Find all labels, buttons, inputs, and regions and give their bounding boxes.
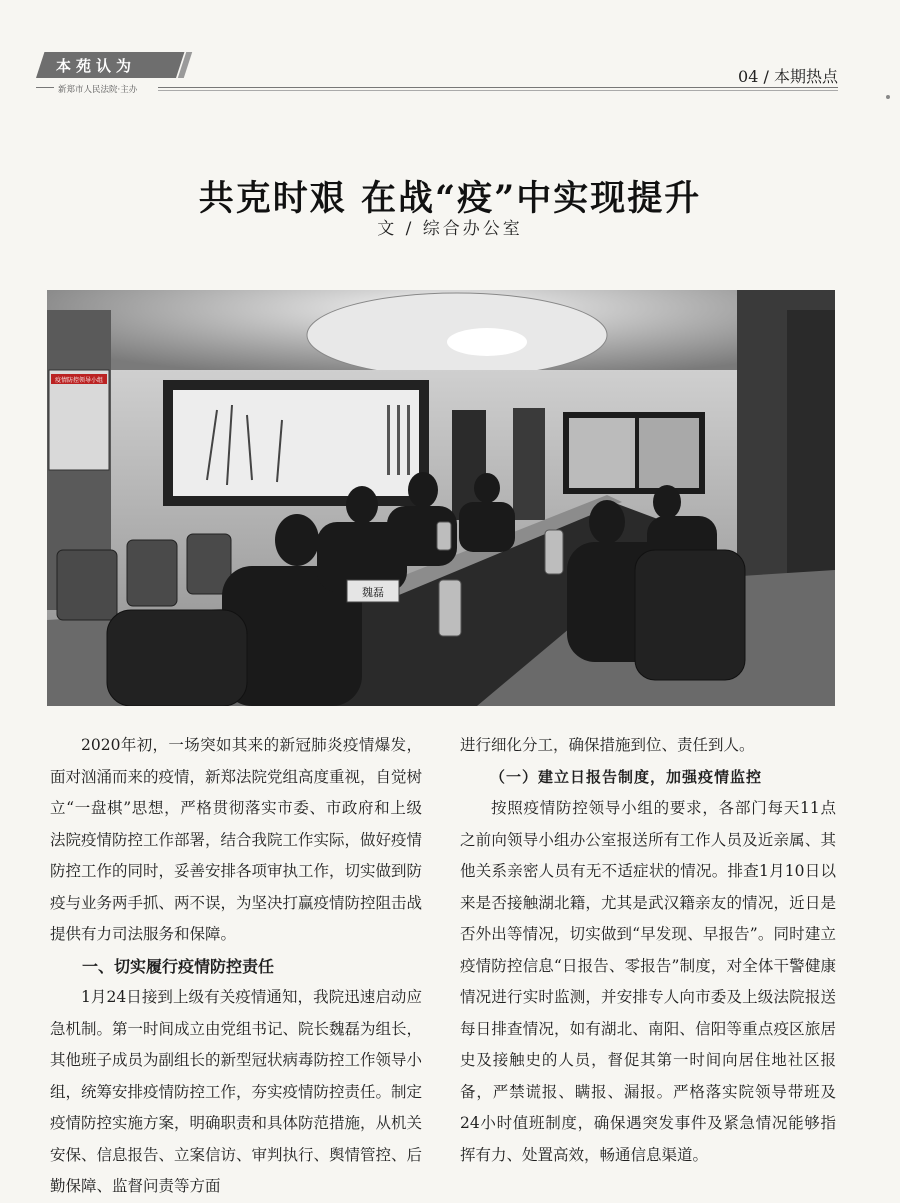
desk-name-sign: 魏磊 xyxy=(362,586,384,599)
article-column-left xyxy=(50,730,422,1203)
page-tag-separator: / xyxy=(763,67,769,86)
article-title: 共克时艰 在战“疫”中实现提升 xyxy=(198,178,702,220)
section-heading-1: 一、切实履行疫情防控责任 xyxy=(82,956,275,976)
meeting-room-photo-icon xyxy=(47,290,835,706)
intro-paragraph: 2020年初，一场突如其来的新冠肺炎疫情爆发，面对汹涌而来的疫情，新郑法院党组高度重视，自觉树立“一盘棋”思想，严格贯彻落实市委、市政府和上级法院疫情防控工作部署，结合我院工作实际，做好疫情防控工作的同时，妥善安排各项审执工作，切实做到防疫与业务两手抓、两不误，为坚决打赢疫情防控阻击战提供有力司法服务和保障。 xyxy=(50,736,423,943)
article-byline: 文 / 综合办公室 xyxy=(377,219,523,239)
header-rule-secondary xyxy=(158,90,838,91)
paragraph-2: 按照疫情防控领导小组的要求，各部门每天11点之前向领导小组办公室报送所有工作人员及近亲属、其他关系亲密人员有无不适症状的情况。排查1月10日以来是否接触湖北籍，尤其是武汉籍亲友的情况，近日是否外出等情况，切实做到“早发现、早报告”。同时建立疫情防控信息“日报告、零报告”制度，对全体干警健康情况进行实时监测，并安排专人向市委及上级法院报送每日排查情况，如有湖北、南阳、信阳等重点疫区旅居史及接触史的人员，督促其第一时间向居住地社区报备，严禁谎报、瞒报、漏报。严格落实院领导带班及24小时值班制度，确保遇突发事件及紧急情况能够指挥有力、处置高效，畅通信息渠道。 xyxy=(460,799,836,1164)
header-rule xyxy=(158,87,838,88)
article-column-right xyxy=(460,730,836,1171)
section-header-band xyxy=(36,52,186,78)
publisher-label: 新郑市人民法院·主办 xyxy=(58,85,138,95)
continuation-paragraph: 进行细化分工，确保措施到位、责任到人。 xyxy=(460,736,755,754)
page-number: 04 xyxy=(738,67,759,86)
subheading-1: （一）建立日报告制度，加强疫情监控 xyxy=(490,767,763,786)
page-section: 本期热点 xyxy=(773,67,838,86)
header-rule-left xyxy=(36,87,54,88)
section-label: 本苑认为 xyxy=(56,57,137,75)
wall-banner-text: 疫情防控领导小组 xyxy=(54,377,104,384)
paragraph-1: 1月24日接到上级有关疫情通知，我院迅速启动应急机制。第一时间成立由党组书记、院长魏磊为组长，其他班子成员为副组长的新型冠状病毒防控工作领导小组，统筹安排疫情防控工作，夯实疫情防控责任。制定疫情防控实施方案，明确职责和具体防范措施，从机关安保、信息报告、立案信访、审判执行、舆情管控、后勤保障、监督问责等方面 xyxy=(50,988,423,1195)
meeting-photo xyxy=(47,290,835,706)
scan-dot xyxy=(886,95,890,99)
page-tag xyxy=(738,64,838,87)
